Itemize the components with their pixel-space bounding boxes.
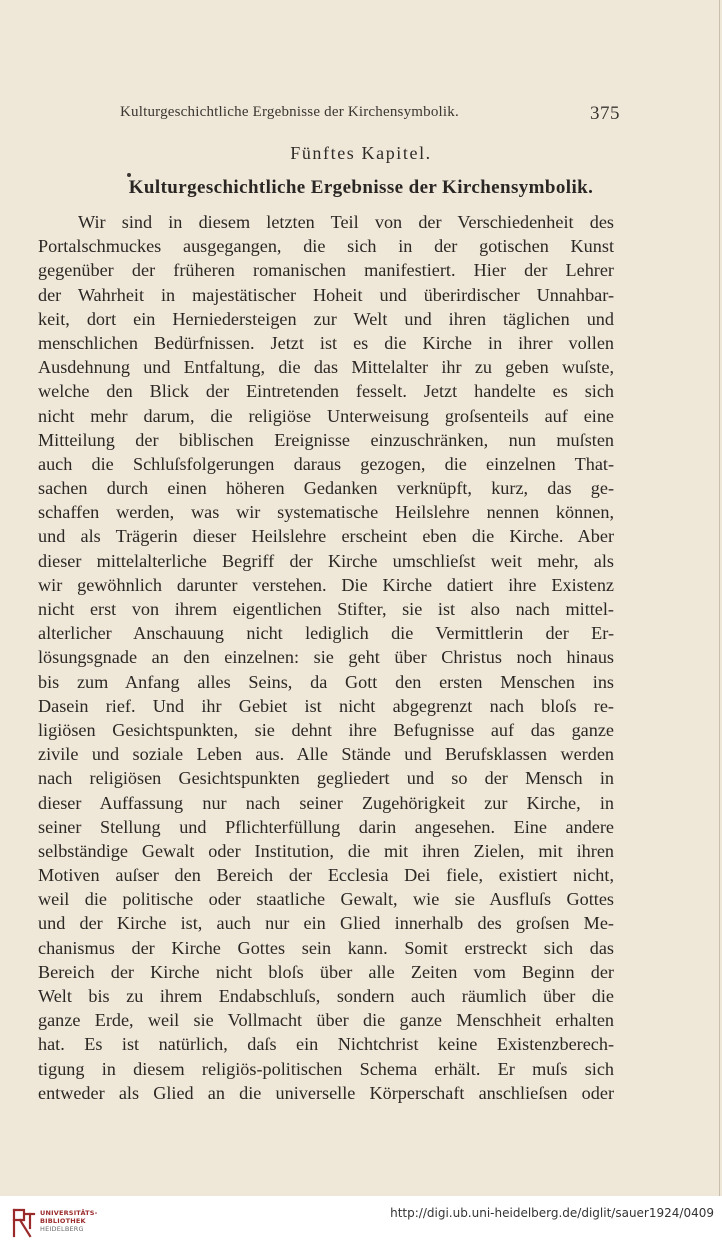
text-line: und der Kirche ist, auch nur ein Glied innerhalb des groſsen Me- [38, 913, 614, 934]
text-line: sachen durch einen höheren Gedanken verknüpft, kurz, das ge- [38, 478, 614, 499]
text-line: Mitteilung der biblischen Ereignisse einzuschränken, nun muſsten [38, 429, 614, 450]
text-line: schaffen werden, was wir systematische Heilslehre nennen können, [38, 502, 614, 523]
text-line: alterlicher Anschauung nicht lediglich die Vermittlerin der Er- [38, 623, 614, 644]
chapter-label: Fünftes Kapitel. [290, 143, 432, 163]
library-logo-icon[interactable] [10, 1206, 38, 1240]
text-line: lösungsgnade an den einzelnen: sie geht über Christus noch hinaus [38, 647, 614, 668]
text-line: welche den Blick der Eintretenden fesselt. Jetzt handelte es sich [38, 381, 614, 402]
text-line: zivile und soziale Leben aus. Alle Stände und Berufsklassen werden [38, 744, 614, 765]
text-line: gegenüber der früheren romanischen manifestiert. Hier der Lehrer [38, 260, 614, 281]
text-line: wir gewöhnlich darunter verstehen. Die Kirche datiert ihre Existenz [38, 574, 614, 595]
text-line: seiner Stellung und Pflichterfüllung darin angesehen. Eine andere [38, 816, 614, 837]
text-line: menschlichen Bedürfnissen. Jetzt ist es die Kirche in ihrer vollen [38, 332, 614, 353]
text-line: Wir sind in diesem letzten Teil von der Verschiedenheit des [78, 212, 614, 232]
text-line: und als Trägerin dieser Heilslehre erscheint eben die Kirche. Aber [38, 526, 614, 547]
text-line: dieser mittelalterliche Begriff der Kirche umschlieſst weit mehr, als [38, 550, 614, 571]
running-head-title: Kulturgeschichtliche Ergebnisse der Kirchensymbolik. [120, 104, 459, 120]
text-line: selbständige Gewalt oder Institution, die mit ihren Zielen, mit ihren [38, 840, 614, 861]
library-name-line: UNIVERSITÄTS- [40, 1209, 98, 1217]
body-text [38, 210, 614, 1105]
text-line: keit, dort ein Herniedersteigen zur Welt und ihren täglichen und [38, 308, 614, 329]
running-head [120, 104, 620, 128]
text-line: Dasein rief. Und ihr Gebiet ist nicht abgegrenzt nach bloſs re- [38, 695, 614, 716]
text-line: hat. Es ist natürlich, daſs ein Nichtchrist keine Existenzberech- [38, 1034, 614, 1055]
text-line: Portalschmuckes ausgegangen, die sich in der gotischen Kunst [38, 236, 614, 257]
text-line: nicht erst von ihrem eigentlichen Stifter, sie ist also nach mittel- [38, 599, 614, 619]
library-name-line: HEIDELBERG [40, 1225, 84, 1233]
text-line: bis zum Anfang alles Seins, da Gott den ersten Menschen ins [38, 671, 614, 692]
text-line: Motiven auſser den Bereich der Ecclesia Dei fiele, existiert nicht, [38, 865, 614, 886]
library-name [40, 1209, 98, 1233]
text-line: nach religiösen Gesichtspunkten gegliedert und so der Mensch in [38, 768, 614, 789]
chapter-title: Kulturgeschichtliche Ergebnisse der Kirchensymbolik. [128, 177, 594, 198]
source-url-link[interactable]: http://digi.ub.uni-heidelberg.de/diglit/sauer1924/0409 [390, 1206, 714, 1220]
text-line: Ausdehnung und Entfaltung, die das Mittelalter ihr zu geben wuſste, [38, 357, 614, 378]
text-line: entweder als Glied an die universelle Körperschaft anschlieſsen oder [38, 1082, 614, 1103]
footer-bar [0, 1196, 722, 1252]
text-line: ganze Erde, weil sie Vollmacht über die ganze Menschheit erhalten [38, 1010, 614, 1031]
text-line: Bereich der Kirche nicht bloſs über alle Zeiten vom Beginn der [38, 961, 614, 982]
text-line: der Wahrheit in majestätischer Hoheit und überirdischer Unnahbar- [38, 284, 614, 305]
text-line: weil die politische oder staatliche Gewalt, wie sie Ausfluſs Gottes [38, 889, 614, 910]
text-line: auch die Schluſsfolgerungen daraus gezogen, die einzelnen That- [38, 453, 614, 474]
text-line: dieser Auffassung nur nach seiner Zugehörigkeit zur Kirche, in [38, 792, 614, 813]
text-line: ligiösen Gesichtspunkten, sie dehnt ihre Befugnisse auf das ganze [38, 719, 614, 740]
text-line: Welt bis zu ihrem Endabschluſs, sondern auch räumlich über die [38, 986, 614, 1006]
text-line: nicht mehr darum, die religiöse Unterweisung groſsenteils auf eine [38, 405, 614, 426]
library-name-line: BIBLIOTHEK [40, 1217, 86, 1225]
text-line: chanismus der Kirche Gottes sein kann. Somit erstreckt sich das [38, 937, 614, 958]
page-number: 375 [590, 103, 620, 124]
text-line: tigung in diesem religiös-politischen Schema erhält. Er muſs sich [38, 1058, 614, 1079]
